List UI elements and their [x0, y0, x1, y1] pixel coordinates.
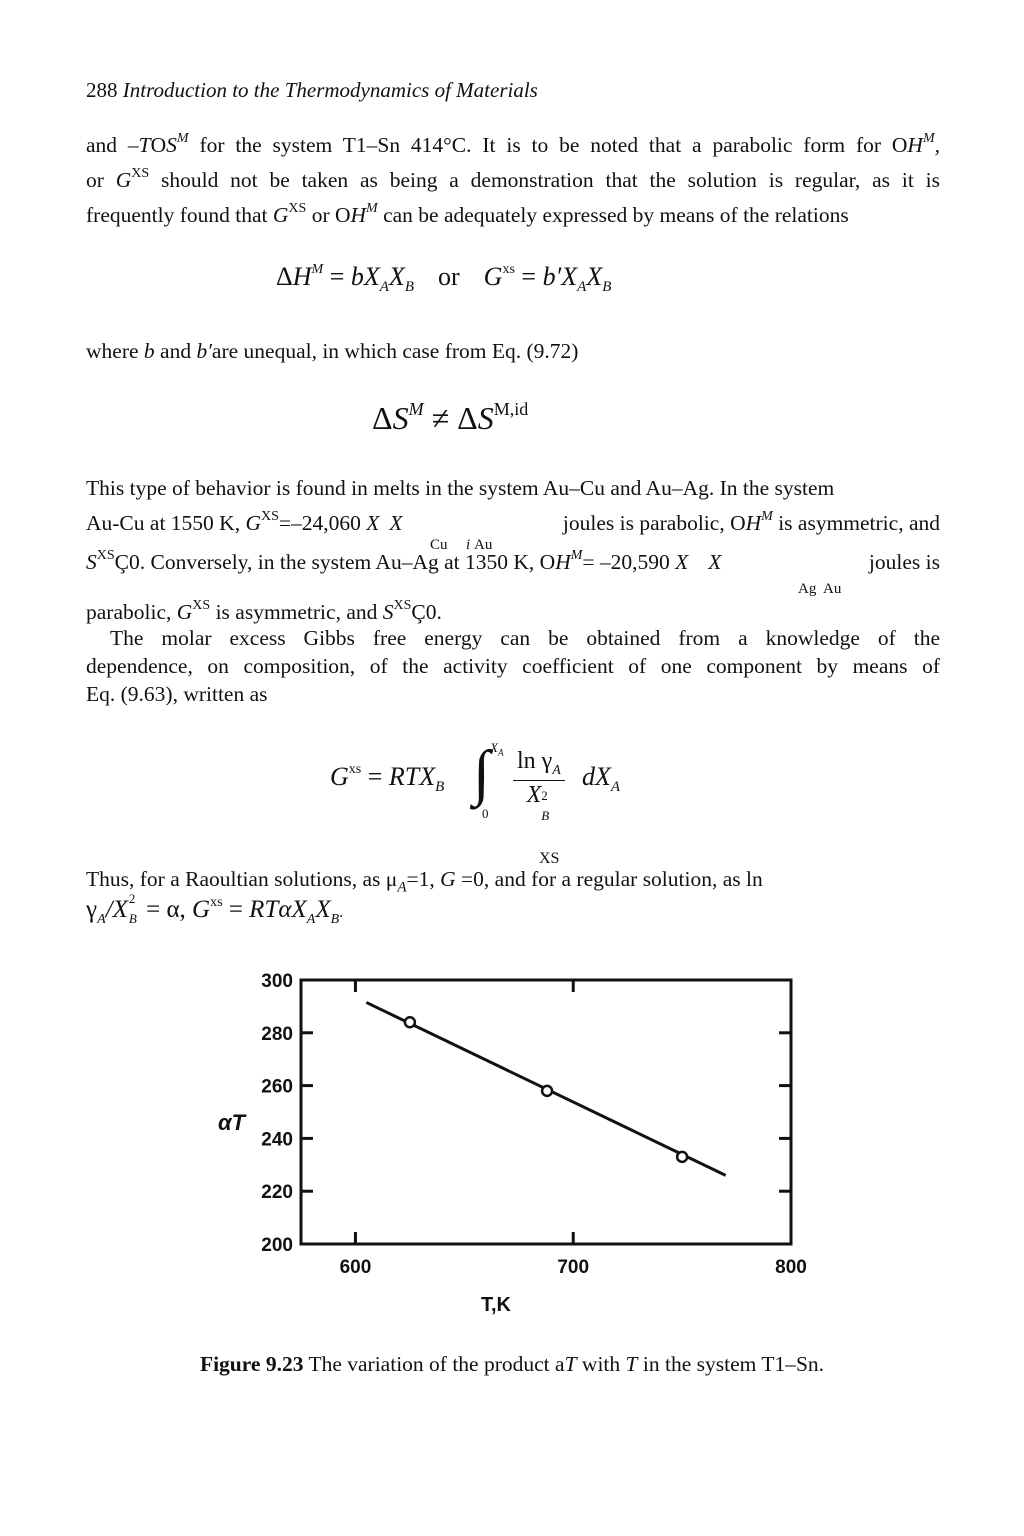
paragraph1-line2: or $G^{XS}$ should not be taken as being a demonstration that the solution is regular, as it is [86, 165, 940, 192]
running-header [86, 78, 538, 103]
where-line: where b and b′are unequal, in which case from Eq. (9.72) [86, 339, 579, 363]
equation-enthalpy-excess: $\Delta H^M = bX_AX_B$ or $G^{xs} = b'X_AX_B$ [276, 262, 612, 296]
paragraph2-line1: This type of behavior is found in melts in the system Au–Cu and Au–Ag. In the system [86, 476, 835, 500]
data-point [405, 1017, 415, 1027]
integral-sign: ∫ [473, 739, 490, 807]
paragraph1-line1: and $-TOS^M$ for the system T1–Sn 414°C. It is to be noted that a parabolic form for $OH^M$, [86, 130, 940, 157]
xs-superscript-floating: XS [539, 850, 560, 867]
plot-frame [301, 980, 791, 1244]
x-axis-label: T,K [481, 1294, 511, 1316]
y-tick-label: 200 [261, 1235, 293, 1256]
equation-entropy-inequality: $\Delta S^M \ne \Delta S^{M,id}$ [372, 399, 529, 436]
data-point [542, 1086, 552, 1096]
equation-excess-gibbs-integral: $G^{xs} = RTX_B$ ∫ $X_A$ 0 $\ln \gamma_A$ X 2 B $dX_A$ [330, 739, 621, 823]
x-tick-label: 800 [775, 1257, 807, 1278]
paragraph3-line1: The molar excess Gibbs free energy can be obtained from a knowledge of the [110, 626, 940, 650]
paragraph2-line2: Au-Cu at 1550 K, $G^{XS}=-24,060$ X X Cu i Au joules is parabolic, $OH^M$ is asymmetric, and [86, 508, 940, 553]
y-tick-label: 220 [261, 1182, 293, 1204]
y-axis-label: αT [218, 1110, 246, 1135]
paragraph1-line3: frequently found that $G^{XS}$ or $OH^M$ can be adequately expressed by means of the relations [86, 200, 849, 227]
paragraph3-line3: Eq. (9.63), written as [86, 682, 268, 706]
equation-regular-solution: $\gamma_A/X$ 2 B = α, $G^{xs} = RT\alpha X_AX_B$. [86, 891, 344, 927]
paragraph2-line3: $S^{XS}Ç0$. Conversely, in the system Au–Ag at 1350 K, $OH^M= -20,590$ X X joules is Ag Au [86, 547, 940, 597]
y-tick-label: 280 [261, 1023, 293, 1045]
figure-label: Figure 9.23 [199, 1352, 304, 1376]
paragraph2-line4: parabolic, $G^{XS}$ is asymmetric, and $S^{XS}Ç0$. [86, 597, 442, 624]
data-point [677, 1152, 687, 1162]
thus-line: Thus, for a Raoultian solutions, as $\mu_A=1$, G =0, and for a regular solution, as ln [86, 867, 763, 896]
x-tick-label: 700 [557, 1257, 590, 1278]
figure-chart [200, 960, 840, 1320]
figure-caption: Figure 9.23 The variation of the product aT with T in the system T1–Sn. [199, 1352, 825, 1376]
page-number: 288 [86, 78, 118, 102]
y-tick-label: 240 [261, 1129, 293, 1151]
x-tick-label: 600 [339, 1257, 372, 1278]
y-tick-label: 260 [261, 1076, 293, 1098]
y-tick-label: 300 [261, 971, 293, 992]
paragraph3-line2: dependence, on composition, of the activity coefficient of one component by means of [86, 654, 940, 678]
book-title: Introduction to the Thermodynamics of Materials [122, 78, 538, 102]
